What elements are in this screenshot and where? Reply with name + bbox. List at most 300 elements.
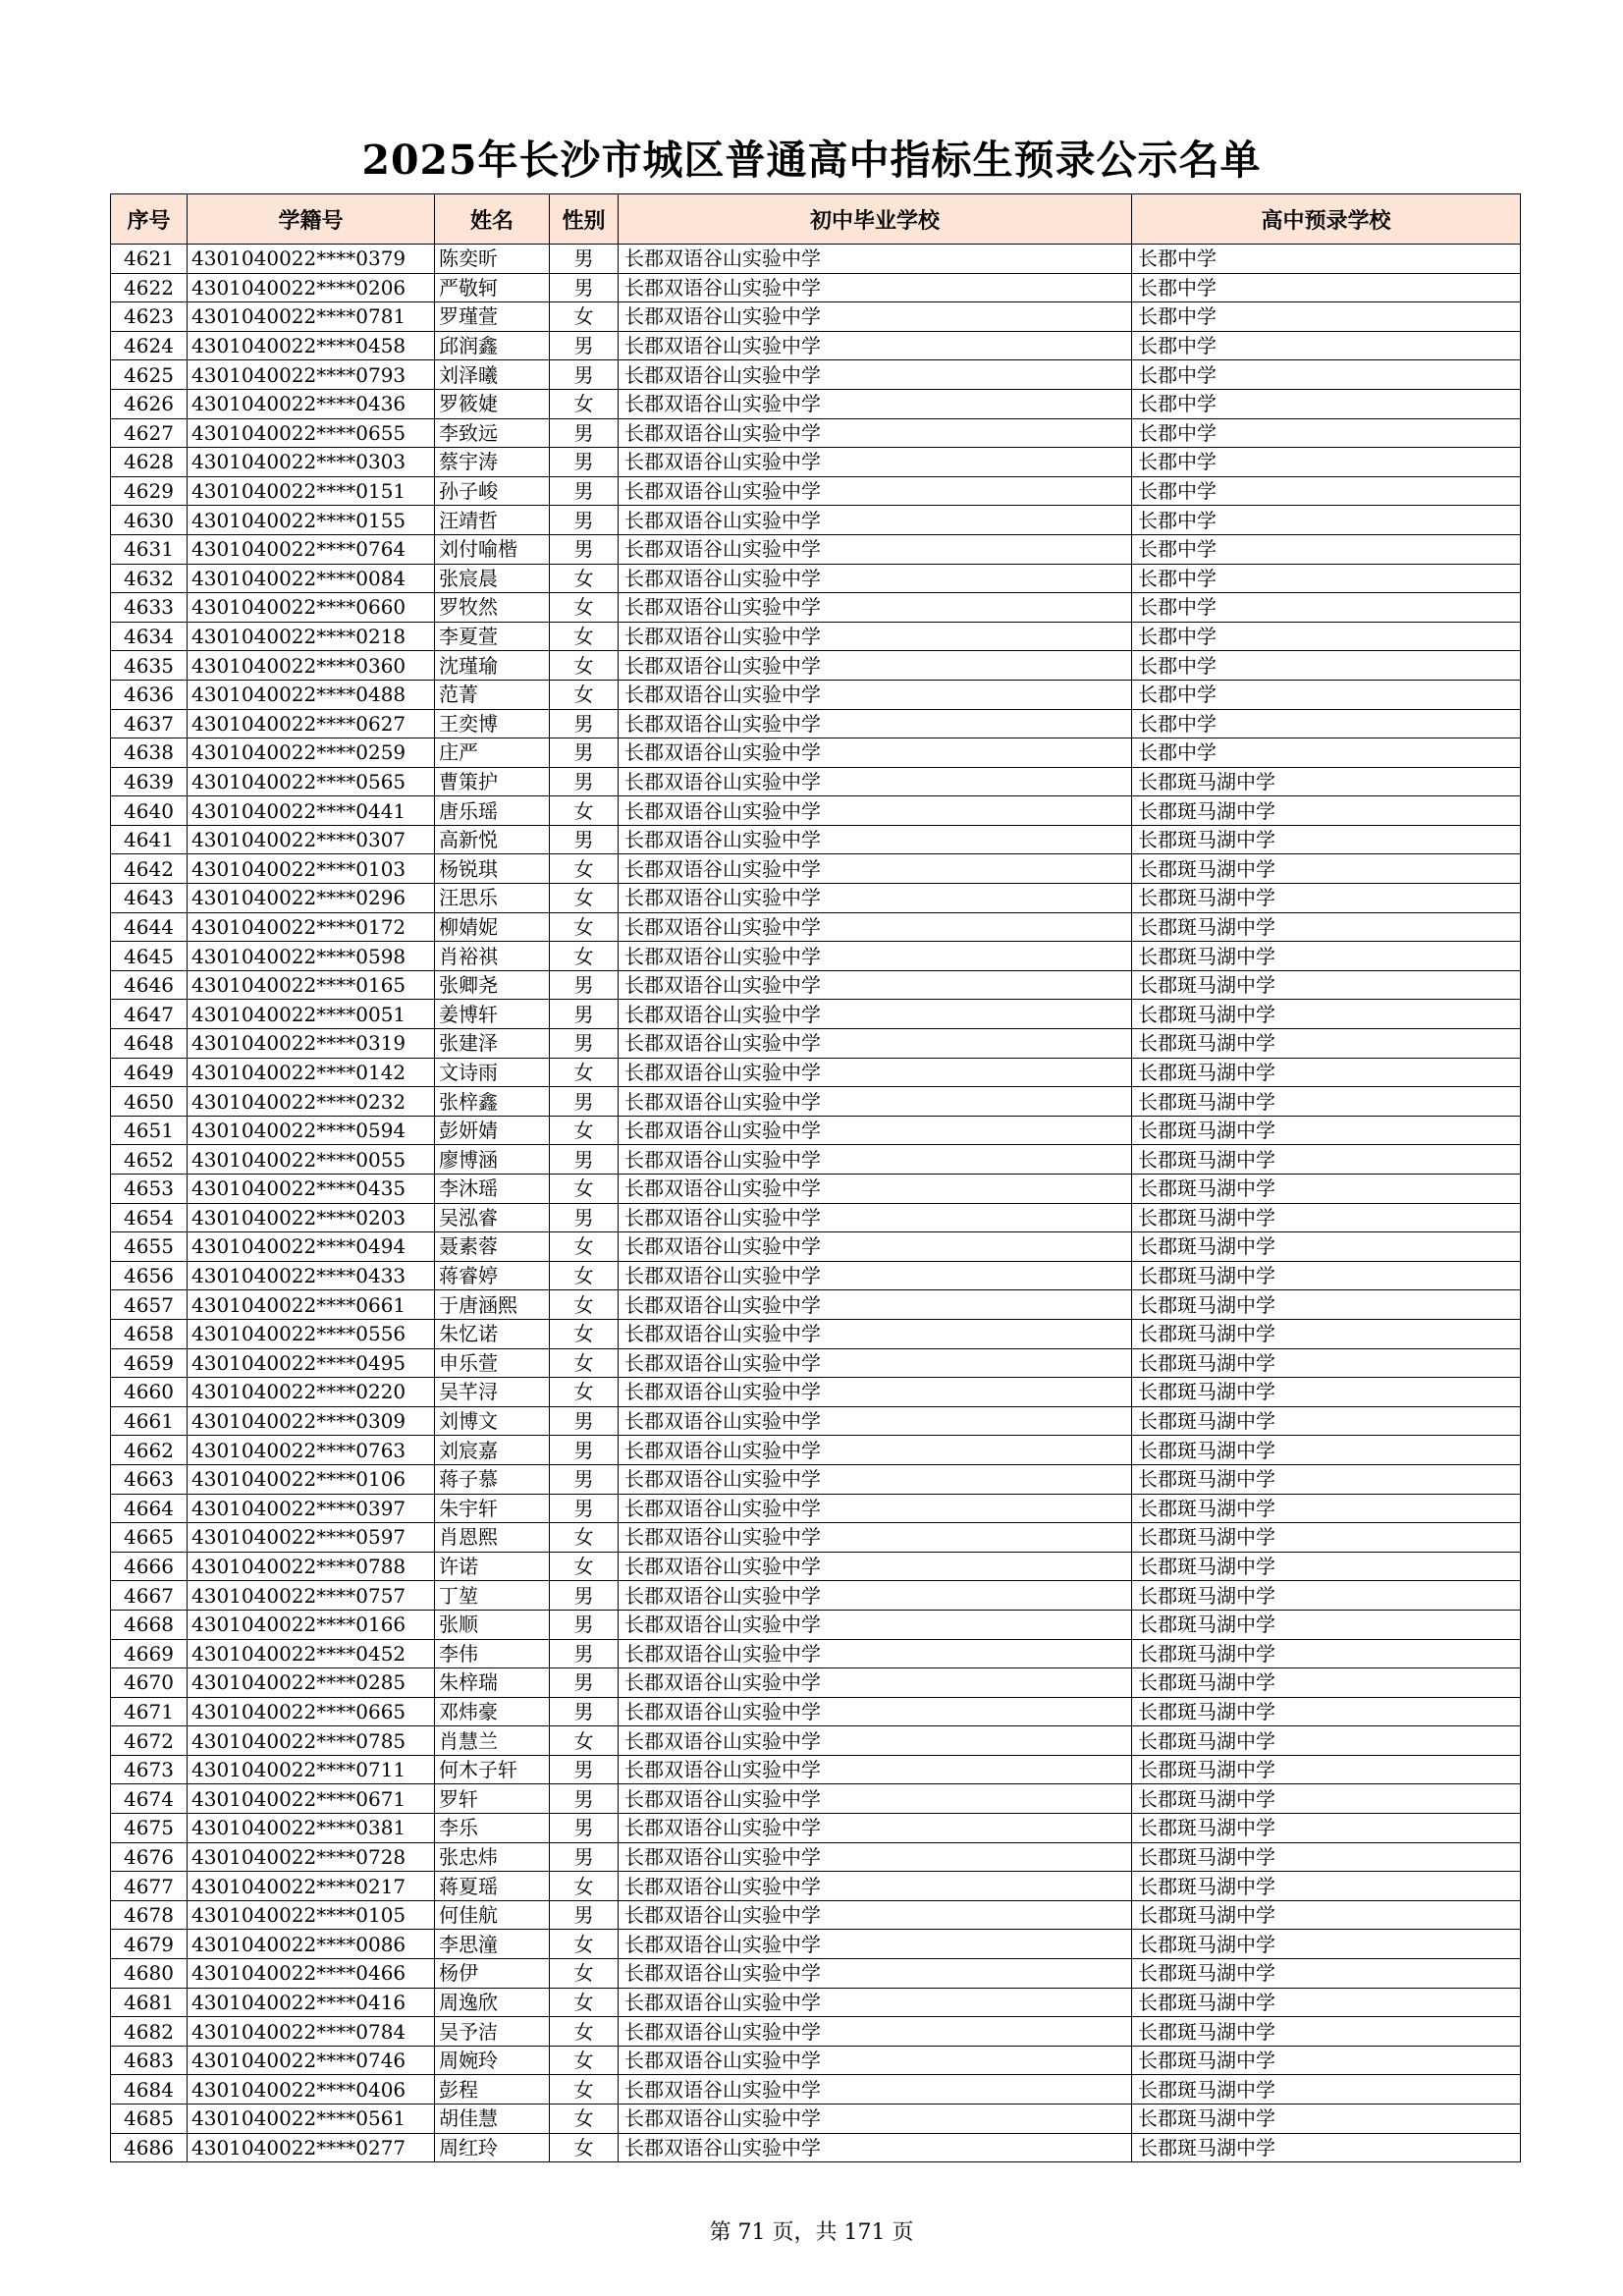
cell-name: 于唐涵熙 [435,1290,550,1320]
cell-student-id: 4301040022****0665 [188,1697,435,1726]
table-row [111,680,1521,709]
cell-junior-school: 长郡双语谷山实验中学 [619,709,1132,738]
cell-gender: 女 [550,1261,619,1290]
cell-senior-school: 长郡斑马湖中学 [1132,1232,1521,1262]
cell-junior-school: 长郡双语谷山实验中学 [619,448,1132,477]
page-footer: 第 71 页，共 171 页 [709,2220,914,2245]
cell-seq: 4622 [111,273,188,302]
cell-name: 柳婧妮 [435,912,550,942]
cell-senior-school: 长郡斑马湖中学 [1132,1668,1521,1698]
cell-junior-school: 长郡双语谷山实验中学 [619,2133,1132,2162]
cell-name: 罗轩 [435,1784,550,1814]
cell-senior-school: 长郡中学 [1132,534,1521,564]
cell-senior-school: 长郡斑马湖中学 [1132,1930,1521,1959]
header-junior-school: 初中毕业学校 [619,194,1132,245]
cell-senior-school: 长郡斑马湖中学 [1132,1058,1521,1087]
cell-name: 杨伊 [435,1959,550,1989]
cell-name: 刘博文 [435,1406,550,1436]
cell-seq: 4635 [111,651,188,681]
table-row [111,1697,1521,1726]
cell-student-id: 4301040022****0433 [188,1261,435,1290]
cell-senior-school: 长郡斑马湖中学 [1132,1726,1521,1756]
cell-seq: 4646 [111,970,188,1000]
cell-name: 蒋睿婷 [435,1261,550,1290]
cell-seq: 4634 [111,622,188,651]
cell-student-id: 4301040022****0319 [188,1029,435,1059]
cell-junior-school: 长郡双语谷山实验中学 [619,593,1132,623]
student-table [110,193,1521,2162]
cell-seq: 4679 [111,1930,188,1959]
cell-name: 何木子轩 [435,1755,550,1784]
cell-student-id: 4301040022****0416 [188,1988,435,2017]
table-row [111,767,1521,796]
cell-junior-school: 长郡双语谷山实验中学 [619,1581,1132,1611]
cell-senior-school: 长郡中学 [1132,360,1521,390]
cell-gender: 女 [550,2105,619,2134]
cell-senior-school: 长郡斑马湖中学 [1132,2133,1521,2162]
cell-seq: 4621 [111,245,188,274]
table-row [111,1494,1521,1523]
cell-seq: 4684 [111,2075,188,2105]
cell-student-id: 4301040022****0203 [188,1203,435,1232]
cell-gender: 男 [550,1087,619,1117]
cell-seq: 4664 [111,1494,188,1523]
cell-junior-school: 长郡双语谷山实验中学 [619,1000,1132,1029]
cell-gender: 女 [550,942,619,971]
cell-seq: 4641 [111,825,188,854]
cell-name: 张梓鑫 [435,1087,550,1117]
cell-junior-school: 长郡双语谷山实验中学 [619,1814,1132,1843]
cell-senior-school: 长郡斑马湖中学 [1132,942,1521,971]
cell-junior-school: 长郡双语谷山实验中学 [619,1842,1132,1872]
table-row [111,1581,1521,1611]
cell-junior-school: 长郡双语谷山实验中学 [619,564,1132,593]
table-row [111,1058,1521,1087]
cell-name: 汪靖哲 [435,506,550,535]
table-row [111,1290,1521,1320]
cell-student-id: 4301040022****0055 [188,1145,435,1175]
cell-senior-school: 长郡斑马湖中学 [1132,884,1521,913]
cell-student-id: 4301040022****0084 [188,564,435,593]
cell-senior-school: 长郡斑马湖中学 [1132,1378,1521,1407]
cell-junior-school: 长郡双语谷山实验中学 [619,1232,1132,1262]
cell-gender: 女 [550,1988,619,2017]
cell-junior-school: 长郡双语谷山实验中学 [619,1175,1132,1204]
cell-gender: 男 [550,448,619,477]
cell-senior-school: 长郡斑马湖中学 [1132,1610,1521,1639]
cell-gender: 女 [550,2046,619,2075]
table-row [111,854,1521,884]
cell-seq: 4637 [111,709,188,738]
table-row [111,1523,1521,1553]
cell-junior-school: 长郡双语谷山实验中学 [619,1029,1132,1059]
cell-seq: 4663 [111,1464,188,1494]
cell-seq: 4629 [111,476,188,506]
cell-seq: 4639 [111,767,188,796]
table-row [111,1872,1521,1901]
cell-gender: 男 [550,1842,619,1872]
cell-junior-school: 长郡双语谷山实验中学 [619,1261,1132,1290]
cell-gender: 女 [550,593,619,623]
cell-name: 周婉玲 [435,2046,550,2075]
header-gender: 性别 [550,194,619,245]
table-row [111,1348,1521,1378]
cell-seq: 4655 [111,1232,188,1262]
cell-junior-school: 长郡双语谷山实验中学 [619,418,1132,448]
cell-senior-school: 长郡斑马湖中学 [1132,2075,1521,2105]
table-row [111,942,1521,971]
table-row [111,1116,1521,1145]
cell-gender: 男 [550,476,619,506]
table-row [111,302,1521,332]
table-row [111,2046,1521,2075]
table-row [111,2075,1521,2105]
cell-gender: 女 [550,1290,619,1320]
cell-junior-school: 长郡双语谷山实验中学 [619,476,1132,506]
cell-name: 肖恩熙 [435,1523,550,1553]
cell-gender: 女 [550,1232,619,1262]
cell-senior-school: 长郡斑马湖中学 [1132,1900,1521,1930]
cell-seq: 4643 [111,884,188,913]
cell-gender: 男 [550,1203,619,1232]
cell-student-id: 4301040022****0757 [188,1581,435,1611]
cell-gender: 女 [550,2017,619,2047]
table-row [111,593,1521,623]
cell-gender: 女 [550,1116,619,1145]
cell-name: 唐乐瑶 [435,796,550,826]
cell-gender: 男 [550,1581,619,1611]
cell-junior-school: 长郡双语谷山实验中学 [619,1203,1132,1232]
cell-name: 罗筱婕 [435,389,550,418]
cell-seq: 4675 [111,1814,188,1843]
cell-senior-school: 长郡中学 [1132,680,1521,709]
cell-seq: 4659 [111,1348,188,1378]
cell-seq: 4656 [111,1261,188,1290]
cell-name: 刘宸嘉 [435,1436,550,1465]
cell-seq: 4651 [111,1116,188,1145]
cell-gender: 男 [550,360,619,390]
table-row [111,1087,1521,1117]
table-row [111,1639,1521,1668]
table-row [111,1900,1521,1930]
cell-name: 邱润鑫 [435,331,550,360]
cell-name: 吴芊浔 [435,1378,550,1407]
cell-senior-school: 长郡斑马湖中学 [1132,1290,1521,1320]
table-row [111,1029,1521,1059]
cell-gender: 男 [550,1668,619,1698]
cell-name: 吴予洁 [435,2017,550,2047]
table-row [111,2017,1521,2047]
cell-student-id: 4301040022****0452 [188,1639,435,1668]
cell-senior-school: 长郡斑马湖中学 [1132,1406,1521,1436]
cell-student-id: 4301040022****0660 [188,593,435,623]
cell-gender: 女 [550,1552,619,1581]
cell-junior-school: 长郡双语谷山实验中学 [619,1726,1132,1756]
cell-seq: 4650 [111,1087,188,1117]
table-row [111,245,1521,274]
cell-gender: 女 [550,854,619,884]
cell-seq: 4680 [111,1959,188,1989]
table-row [111,2133,1521,2162]
cell-seq: 4649 [111,1058,188,1087]
table-row [111,273,1521,302]
cell-junior-school: 长郡双语谷山实验中学 [619,767,1132,796]
table-row [111,1959,1521,1989]
table-row [111,1610,1521,1639]
cell-gender: 男 [550,1029,619,1059]
cell-student-id: 4301040022****0763 [188,1436,435,1465]
cell-junior-school: 长郡双语谷山实验中学 [619,1988,1132,2017]
cell-seq: 4648 [111,1029,188,1059]
cell-seq: 4676 [111,1842,188,1872]
cell-junior-school: 长郡双语谷山实验中学 [619,970,1132,1000]
cell-seq: 4653 [111,1175,188,1204]
cell-student-id: 4301040022****0764 [188,534,435,564]
table-row [111,1145,1521,1175]
cell-gender: 男 [550,709,619,738]
cell-student-id: 4301040022****0397 [188,1494,435,1523]
cell-junior-school: 长郡双语谷山实验中学 [619,1116,1132,1145]
cell-student-id: 4301040022****0494 [188,1232,435,1262]
table-row [111,738,1521,768]
cell-junior-school: 长郡双语谷山实验中学 [619,825,1132,854]
cell-senior-school: 长郡中学 [1132,506,1521,535]
cell-senior-school: 长郡斑马湖中学 [1132,1087,1521,1117]
table-row [111,1784,1521,1814]
cell-gender: 男 [550,534,619,564]
cell-name: 许诺 [435,1552,550,1581]
cell-seq: 4644 [111,912,188,942]
cell-name: 高新悦 [435,825,550,854]
cell-junior-school: 长郡双语谷山实验中学 [619,1058,1132,1087]
cell-student-id: 4301040022****0746 [188,2046,435,2075]
table-row [111,1175,1521,1204]
cell-name: 聂素蓉 [435,1232,550,1262]
table-row [111,1203,1521,1232]
table-row [111,1814,1521,1843]
table-row [111,1755,1521,1784]
table-row [111,622,1521,651]
cell-student-id: 4301040022****0435 [188,1175,435,1204]
cell-seq: 4628 [111,448,188,477]
cell-junior-school: 长郡双语谷山实验中学 [619,2075,1132,2105]
cell-gender: 女 [550,1058,619,1087]
cell-gender: 女 [550,302,619,332]
cell-student-id: 4301040022****0655 [188,418,435,448]
cell-student-id: 4301040022****0206 [188,273,435,302]
cell-senior-school: 长郡斑马湖中学 [1132,1116,1521,1145]
cell-seq: 4658 [111,1319,188,1348]
cell-name: 陈奕昕 [435,245,550,274]
cell-senior-school: 长郡斑马湖中学 [1132,1464,1521,1494]
cell-seq: 4647 [111,1000,188,1029]
cell-senior-school: 长郡中学 [1132,476,1521,506]
table-row [111,912,1521,942]
cell-student-id: 4301040022****0151 [188,476,435,506]
cell-name: 李夏萱 [435,622,550,651]
cell-gender: 男 [550,1784,619,1814]
cell-name: 曹策护 [435,767,550,796]
cell-student-id: 4301040022****0165 [188,970,435,1000]
cell-junior-school: 长郡双语谷山实验中学 [619,1319,1132,1348]
cell-name: 文诗雨 [435,1058,550,1087]
cell-name: 周红玲 [435,2133,550,2162]
cell-gender: 女 [550,1319,619,1348]
table-header-row [111,194,1521,245]
cell-student-id: 4301040022****0051 [188,1000,435,1029]
cell-junior-school: 长郡双语谷山实验中学 [619,1610,1132,1639]
cell-senior-school: 长郡斑马湖中学 [1132,1959,1521,1989]
cell-student-id: 4301040022****0565 [188,767,435,796]
cell-seq: 4669 [111,1639,188,1668]
table-row [111,796,1521,826]
table-row [111,1000,1521,1029]
cell-junior-school: 长郡双语谷山实验中学 [619,622,1132,651]
cell-gender: 男 [550,1814,619,1843]
header-name: 姓名 [435,194,550,245]
cell-seq: 4673 [111,1755,188,1784]
cell-student-id: 4301040022****0556 [188,1319,435,1348]
cell-gender: 女 [550,884,619,913]
cell-gender: 女 [550,1378,619,1407]
table-row [111,448,1521,477]
cell-gender: 男 [550,825,619,854]
cell-student-id: 4301040022****0381 [188,1814,435,1843]
cell-junior-school: 长郡双语谷山实验中学 [619,2017,1132,2047]
cell-seq: 4630 [111,506,188,535]
cell-gender: 女 [550,2075,619,2105]
cell-seq: 4666 [111,1552,188,1581]
cell-junior-school: 长郡双语谷山实验中学 [619,1552,1132,1581]
cell-junior-school: 长郡双语谷山实验中学 [619,1290,1132,1320]
cell-name: 张顺 [435,1610,550,1639]
cell-name: 姜博轩 [435,1000,550,1029]
cell-student-id: 4301040022****0793 [188,360,435,390]
cell-senior-school: 长郡斑马湖中学 [1132,970,1521,1000]
cell-student-id: 4301040022****0436 [188,389,435,418]
cell-student-id: 4301040022****0671 [188,1784,435,1814]
cell-name: 刘付喻楷 [435,534,550,564]
cell-gender: 女 [550,796,619,826]
cell-junior-school: 长郡双语谷山实验中学 [619,1494,1132,1523]
cell-seq: 4623 [111,302,188,332]
cell-gender: 女 [550,1726,619,1756]
cell-name: 李思潼 [435,1930,550,1959]
cell-name: 肖慧兰 [435,1726,550,1756]
cell-junior-school: 长郡双语谷山实验中学 [619,302,1132,332]
cell-senior-school: 长郡中学 [1132,593,1521,623]
cell-name: 张宸晨 [435,564,550,593]
cell-name: 严敬轲 [435,273,550,302]
table-row [111,2105,1521,2134]
cell-gender: 女 [550,912,619,942]
table-row [111,506,1521,535]
table-row [111,1988,1521,2017]
cell-senior-school: 长郡斑马湖中学 [1132,1523,1521,1553]
cell-gender: 男 [550,331,619,360]
cell-student-id: 4301040022****0105 [188,1900,435,1930]
table-row [111,884,1521,913]
cell-student-id: 4301040022****0296 [188,884,435,913]
cell-junior-school: 长郡双语谷山实验中学 [619,1348,1132,1378]
cell-senior-school: 长郡斑马湖中学 [1132,767,1521,796]
cell-seq: 4642 [111,854,188,884]
cell-student-id: 4301040022****0360 [188,651,435,681]
cell-name: 彭程 [435,2075,550,2105]
cell-gender: 女 [550,564,619,593]
cell-senior-school: 长郡斑马湖中学 [1132,825,1521,854]
cell-name: 蒋子慕 [435,1464,550,1494]
cell-senior-school: 长郡斑马湖中学 [1132,1494,1521,1523]
cell-name: 周逸欣 [435,1988,550,2017]
cell-gender: 男 [550,738,619,768]
cell-senior-school: 长郡中学 [1132,448,1521,477]
cell-junior-school: 长郡双语谷山实验中学 [619,680,1132,709]
cell-name: 朱梓瑞 [435,1668,550,1698]
cell-senior-school: 长郡斑马湖中学 [1132,2105,1521,2134]
cell-seq: 4686 [111,2133,188,2162]
cell-senior-school: 长郡斑马湖中学 [1132,1348,1521,1378]
cell-senior-school: 长郡斑马湖中学 [1132,1842,1521,1872]
cell-seq: 4624 [111,331,188,360]
cell-senior-school: 长郡斑马湖中学 [1132,854,1521,884]
table-row [111,1930,1521,1959]
cell-student-id: 4301040022****0441 [188,796,435,826]
table-row [111,418,1521,448]
cell-senior-school: 长郡斑马湖中学 [1132,2046,1521,2075]
cell-name: 邓炜豪 [435,1697,550,1726]
cell-student-id: 4301040022****0309 [188,1406,435,1436]
cell-name: 李乐 [435,1814,550,1843]
cell-student-id: 4301040022****0217 [188,1872,435,1901]
cell-gender: 男 [550,1494,619,1523]
table-row [111,1406,1521,1436]
cell-student-id: 4301040022****0598 [188,942,435,971]
cell-senior-school: 长郡中学 [1132,564,1521,593]
cell-junior-school: 长郡双语谷山实验中学 [619,2046,1132,2075]
cell-gender: 男 [550,245,619,274]
cell-junior-school: 长郡双语谷山实验中学 [619,1087,1132,1117]
cell-senior-school: 长郡斑马湖中学 [1132,1872,1521,1901]
cell-name: 沈瑾瑜 [435,651,550,681]
table-row [111,564,1521,593]
cell-student-id: 4301040022****0627 [188,709,435,738]
cell-senior-school: 长郡中学 [1132,651,1521,681]
cell-student-id: 4301040022****0488 [188,680,435,709]
cell-seq: 4627 [111,418,188,448]
cell-gender: 男 [550,1464,619,1494]
cell-junior-school: 长郡双语谷山实验中学 [619,1464,1132,1494]
cell-name: 李沐瑶 [435,1175,550,1204]
cell-seq: 4631 [111,534,188,564]
cell-junior-school: 长郡双语谷山实验中学 [619,389,1132,418]
cell-gender: 男 [550,1697,619,1726]
page-title: 2025年长沙市城区普通高中指标生预录公示名单 [361,137,1262,184]
cell-student-id: 4301040022****0781 [188,302,435,332]
cell-seq: 4662 [111,1436,188,1465]
cell-seq: 4665 [111,1523,188,1553]
cell-junior-school: 长郡双语谷山实验中学 [619,506,1132,535]
cell-senior-school: 长郡斑马湖中学 [1132,1755,1521,1784]
cell-junior-school: 长郡双语谷山实验中学 [619,1959,1132,1989]
header-senior-school: 高中预录学校 [1132,194,1521,245]
cell-name: 何佳航 [435,1900,550,1930]
cell-gender: 男 [550,1755,619,1784]
cell-name: 张卿尧 [435,970,550,1000]
cell-junior-school: 长郡双语谷山实验中学 [619,1639,1132,1668]
cell-seq: 4625 [111,360,188,390]
cell-senior-school: 长郡斑马湖中学 [1132,1988,1521,2017]
